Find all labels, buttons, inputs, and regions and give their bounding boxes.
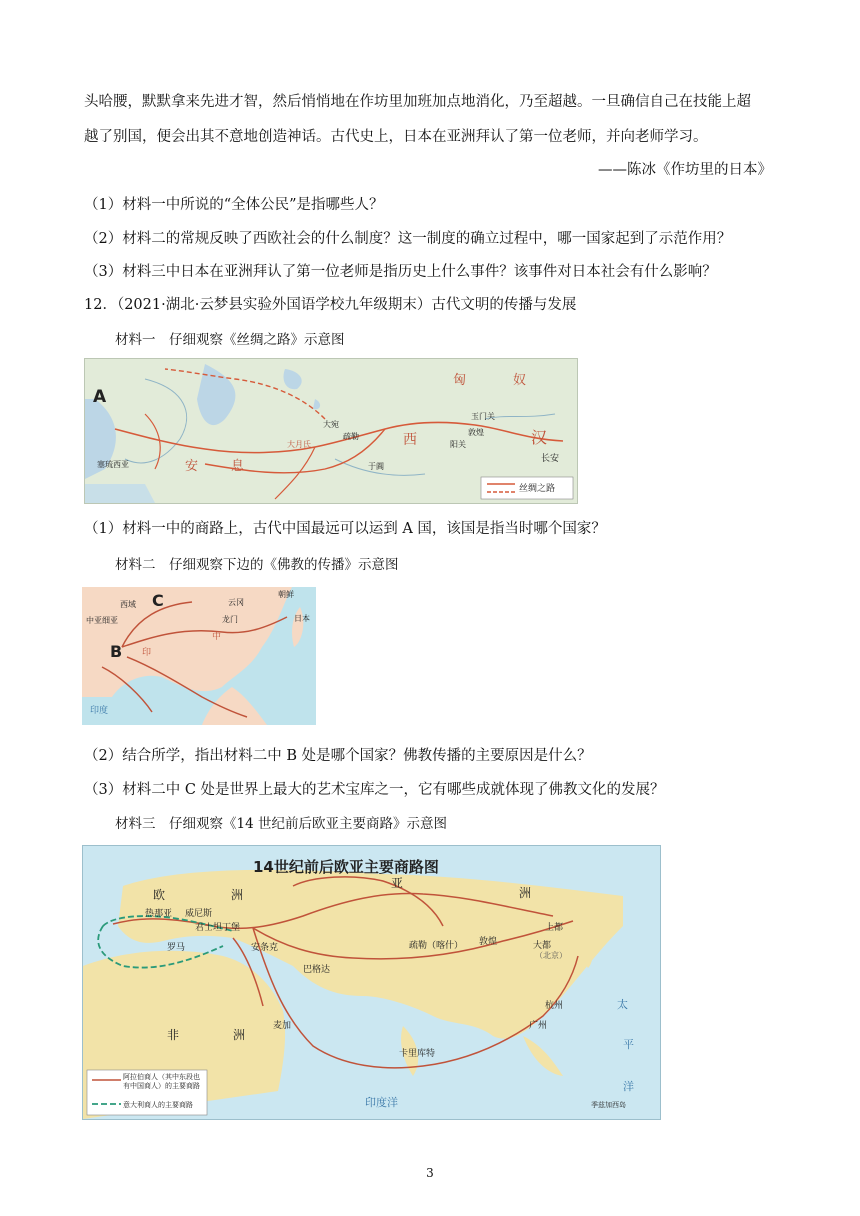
silk-road-map [84,358,578,504]
label-ou: 欧 [153,888,166,902]
label-mecca: 麦加 [273,1021,292,1031]
label-feizhou: 洲 [233,1028,246,1042]
label-hangzhou: 杭州 [545,1001,564,1011]
label-dunhuang: 敦煌 [479,937,498,947]
map-title: 14世纪前后欧亚主要商路图 [253,858,439,876]
label-b: B [110,642,123,661]
label-baghdad: 巴格达 [303,965,331,975]
paragraph-line-2: 越了别国，便会出其不意地创造神话。古代史上，日本在亚洲拜认了第一位老师，并向老师学习。 [84,129,708,145]
question-11-1: （1）材料一中所说的“全体公民”是指哪些人？ [84,197,384,213]
label-xiongnu-2: 奴 [513,373,527,388]
question-12-2: （2）结合所学，指出材料二中 B 处是哪个国家？佛教传播的主要原因是什么？ [84,748,592,764]
label-seleucia: 塞琉西亚 [97,460,129,469]
label-indian-ocean: 印度洋 [365,1096,398,1109]
label-guangzhou: 广州 [529,1021,548,1031]
label-xiyu: 西域 [120,600,136,609]
label-kashgar: 疏勒（喀什） [409,941,464,951]
source-citation: ——陈冰《作坊里的日本》 [598,162,772,178]
label-fei: 非 [167,1028,180,1042]
label-shule: 疏勒 [343,432,359,441]
label-anxi-1: 安 [185,459,199,474]
label-yungang: 云冈 [228,598,244,607]
question-11-3: （3）材料三中日本在亚洲拜认了第一位老师是指历史上什么事件？该事件对日本社会有什么影响？ [84,264,717,280]
label-antioch: 安条克 [251,943,279,953]
buddhism-spread-map [82,587,316,725]
label-yazhou: 洲 [519,886,532,900]
eurasia-trade-routes-map [82,845,661,1120]
label-a: A [93,387,107,407]
label-changan: 长安 [541,454,560,464]
label-zhongya: 中亚细亚 [86,616,118,625]
material-2-caption: 材料二 仔细观察下边的《佛教的传播》示意图 [115,557,399,573]
label-yutian: 于阗 [368,462,384,471]
label-indian-ocean: 印度 [90,706,109,716]
label-c: C [152,591,164,610]
question-12-3: （3）材料二中 C 处是世界上最大的艺术宝库之一，它有哪些成就体现了佛教文化的发展？ [84,782,665,798]
label-dayuezhi: 大月氏 [287,440,311,449]
label-pacific-1: 太 [617,998,628,1011]
label-riben: 日本 [294,614,310,623]
question-12-title: 12．（2021·湖北·云梦县实验外国语学校九年级期末）古代文明的传播与发展 [84,297,577,313]
question-11-2: （2）材料二的常规反映了西欧社会的什么制度？这一制度的确立过程中，哪一国家起到了示范作用？ [84,231,732,247]
legend-arab-route: 阿拉伯商人（其中东段也有中国商人）的主要商路 [123,1073,200,1090]
label-yin: 印 [142,648,152,658]
label-pacific-2: 平 [623,1038,634,1051]
label-ouzhou: 洲 [231,888,244,902]
label-calicut: 卡里库特 [399,1049,436,1059]
legend-italian-route: 意大利商人的主要商路 [123,1101,193,1109]
silk-road-map-graphic [85,359,577,503]
material-1-caption: 材料一 仔细观察《丝绸之路》示意图 [115,332,345,348]
label-ya: 亚 [391,876,404,890]
paragraph-line-1: 头哈腰，默默拿来先进才智，然后悄悄地在作坊里加班加点地消化，乃至超越。一旦确信自己在技能上超 [84,94,751,110]
label-dawan: 大宛 [323,420,339,429]
question-12-1: （1）材料一中的商路上，古代中国最远可以运到 A 国，该国是指当时哪个国家？ [84,521,606,537]
label-yangguan: 阳关 [450,440,466,449]
label-chaoxian: 朝鲜 [278,590,294,599]
label-shangdu: 上都 [545,923,564,933]
label-anxi-2: 息 [231,459,245,474]
label-pacific-3: 洋 [623,1080,634,1093]
label-xiongnu-1: 匈 [453,373,467,388]
label-han: 汉 [531,428,548,447]
material-3-caption: 材料三 仔细观察《14 世纪前后欧亚主要商路》示意图 [115,816,447,832]
label-genoa: 热那亚 [145,909,173,919]
label-zhong: 中 [212,632,222,642]
label-island: 季兹加西岛 [591,1101,626,1109]
label-rome: 罗马 [167,943,186,953]
legend-silk-road: 丝绸之路 [519,484,556,494]
page-number: 3 [426,1166,434,1180]
label-xi: 西 [403,432,417,448]
label-dunhuang: 敦煌 [468,428,484,437]
label-constantinople: 君士坦丁堡 [195,923,241,933]
label-yumen: 玉门关 [471,412,495,421]
label-longmen: 龙门 [222,615,238,624]
label-beijing: （北京） [535,951,567,960]
label-venice: 威尼斯 [185,909,213,919]
label-dadu: 大都 [533,941,552,951]
